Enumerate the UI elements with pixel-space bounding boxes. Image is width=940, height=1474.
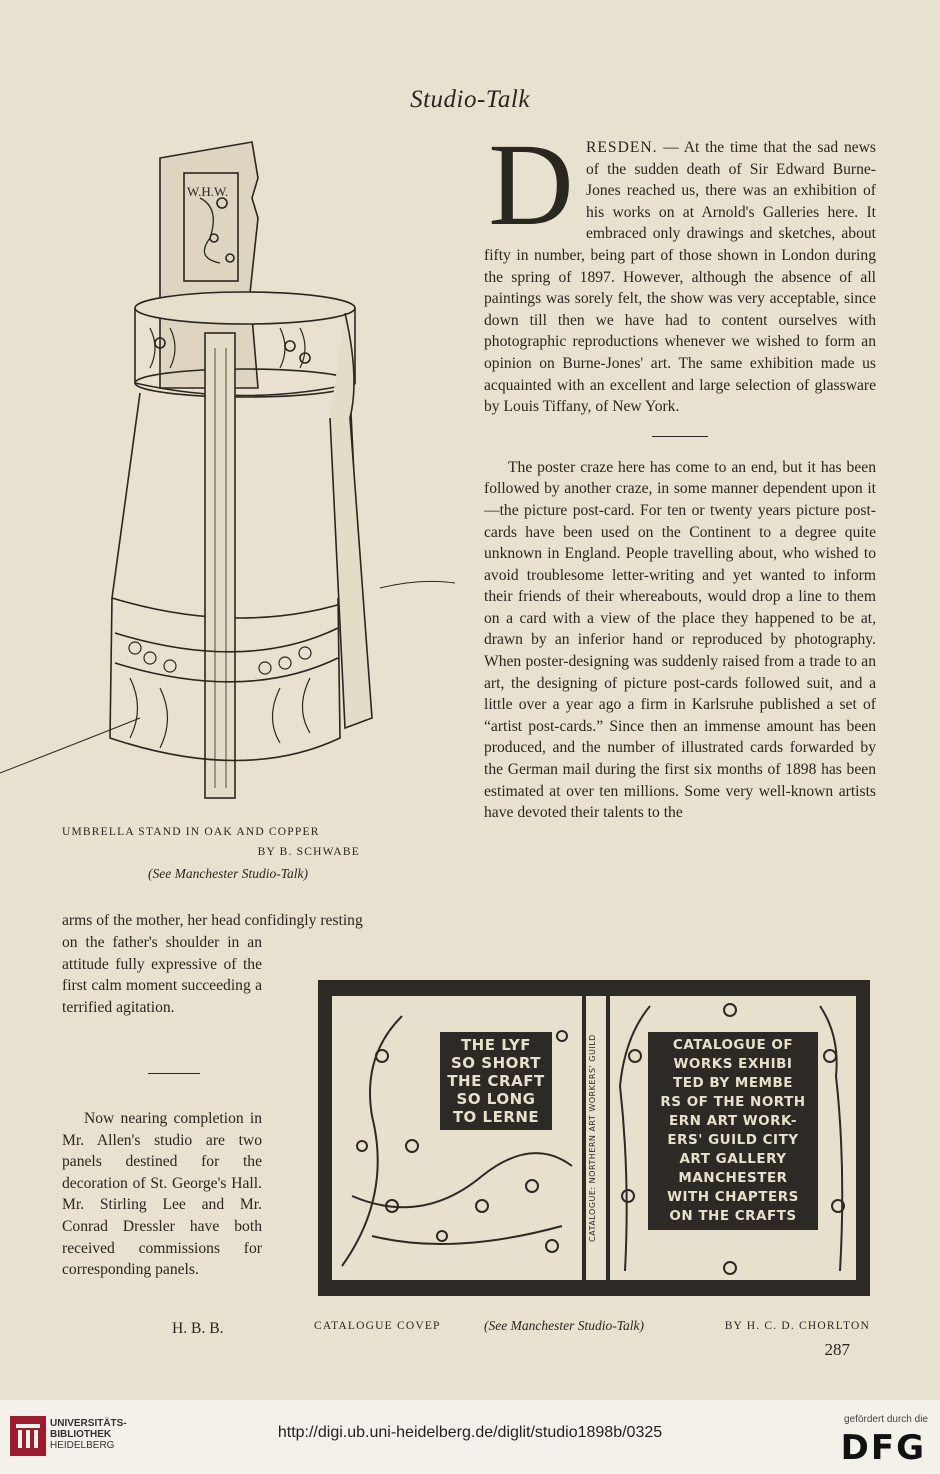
catalogue-caption-reference: (See Manchester Studio-Talk) bbox=[484, 1318, 644, 1333]
panel-left-line: THE LYF bbox=[460, 1036, 532, 1054]
panel-right-line: ERN ART WORK- bbox=[669, 1113, 797, 1129]
catalogue-caption-title: CATALOGUE COVEP bbox=[314, 1320, 441, 1332]
panel-left-line: THE CRAFT bbox=[447, 1072, 545, 1090]
page-number: 287 bbox=[824, 1340, 850, 1359]
funded-by-label: gefördert durch die bbox=[844, 1414, 928, 1425]
postcard-paragraph: The poster craze here has come to an end, but it has been followed by another craze, in some manner dependent upon it—the picture post-card. For ten or twenty years picture post-cards have been used on the Continent to a degree quite unknown in England. People travelling about, who wished to avoid troublesome letter-writing and yet wanted to inform their friends of their whereabouts, would drop a line to them on a card with a view of the place they happened to be at, drawn by an inferior hand or reproduced by photography. When poster-designing was suddenly raised from a trade to an art, the designing of picture post-cards followed suit, and a little over a year ago a firm in Karlsruhe published a set of “artist post-cards.” Since then an immense amount has been produced, and the number of illustrated cards forwarded by the German mail during the first six months of 1898 has been estimated at over ten millions. Some very well-known artists have devoted their talents to the bbox=[484, 458, 876, 822]
panel-left-line: TO LERNE bbox=[452, 1108, 540, 1126]
umbrella-caption-reference: (See Manchester Studio-Talk) bbox=[148, 866, 308, 881]
section-rule bbox=[652, 436, 708, 437]
left-continuation-text: on the father's shoulder in an attitude fully expressive of the first calm moment succeeding a terrified agitation. bbox=[62, 934, 262, 1016]
panel-right-text bbox=[648, 1032, 818, 1230]
library-name-line: HEIDELBERG bbox=[50, 1440, 115, 1451]
signature: H. B. B. bbox=[172, 1320, 224, 1337]
panel-right-line: WITH CHAPTERS bbox=[667, 1189, 799, 1205]
panel-left-line: SO LONG bbox=[456, 1090, 536, 1108]
umbrella-caption-title: UMBRELLA STAND IN OAK AND COPPER bbox=[62, 826, 320, 838]
catalogue-spine bbox=[586, 996, 606, 1280]
dfg-logo: DFG bbox=[840, 1428, 926, 1468]
library-name-line: UNIVERSITÄTS- bbox=[50, 1418, 127, 1429]
dresden-paragraph-text: — At the time that the sad news of the sudden death of Sir Edward Burne-Jones reached us, there was an exhibition of his works on at Arnold's Galleries here. It embraced only drawings and sketches, about fifty in number, being part of those shown in London during the spring of 1897. However, although the absence of all paintings was sorely felt, the show was very acceptable, since down till then we have had to content ourselves with photographic reproductions whenever we wished to form an opinion on Burne-Jones' art. The same exhibition made us acquainted with an excellent and large selection of glassware by Louis Tiffany, of New York. bbox=[484, 139, 876, 416]
left-section-rule bbox=[148, 1073, 200, 1074]
allen-paragraph: Now nearing completion in Mr. Allen's studio are two panels destined for the decoration of St. George's Hall. Mr. Stirling Lee and Mr. Conrad Dressler have both received commissions for corresponding panels. bbox=[62, 1110, 262, 1279]
panel-right-line: ERS' GUILD CITY bbox=[667, 1132, 799, 1148]
panel-left-text bbox=[440, 1032, 552, 1130]
panel-right-line: ART GALLERY bbox=[679, 1151, 787, 1167]
panel-right-line: MANCHESTER bbox=[678, 1170, 788, 1186]
panel-right-line: ON THE CRAFTS bbox=[669, 1208, 797, 1224]
drop-cap: D bbox=[488, 119, 574, 250]
umbrella-stand-drawing bbox=[0, 118, 470, 818]
spine-text: CATALOGUE: NORTHERN ART WORKERS' GUILD bbox=[588, 1034, 597, 1242]
library-name-line: BIBLIOTHEK bbox=[50, 1429, 112, 1440]
right-column bbox=[484, 119, 876, 824]
panel-right-line: TED BY MEMBE bbox=[673, 1075, 793, 1091]
catalogue-front-panel bbox=[332, 996, 582, 1280]
left-continuation-line: arms of the mother, her head confidingly resting bbox=[62, 912, 363, 929]
catalogue-caption-artist: BY H. C. D. CHORLTON bbox=[724, 1320, 870, 1332]
panel-right-line: CATALOGUE OF bbox=[672, 1037, 794, 1053]
panel-left-line: SO SHORT bbox=[451, 1054, 541, 1072]
umbrella-caption-artist: BY B. SCHWABE bbox=[257, 846, 360, 858]
running-head: Studio-Talk bbox=[410, 86, 530, 113]
permalink-url[interactable]: http://digi.ub.uni-heidelberg.de/diglit/studio1898b/0325 bbox=[277, 1424, 663, 1441]
panel-right-line: WORKS EXHIBI bbox=[673, 1056, 793, 1072]
panel-right-line: RS OF THE NORTH bbox=[660, 1094, 806, 1110]
umbrella-stand-illustration bbox=[0, 118, 470, 818]
catalogue-back-panel bbox=[610, 996, 856, 1280]
dresden-heading: RESDEN. bbox=[586, 139, 658, 156]
catalogue-cover-illustration bbox=[318, 980, 870, 1296]
digitization-footer bbox=[0, 1400, 940, 1474]
monogram: W.H.W. bbox=[187, 184, 229, 199]
